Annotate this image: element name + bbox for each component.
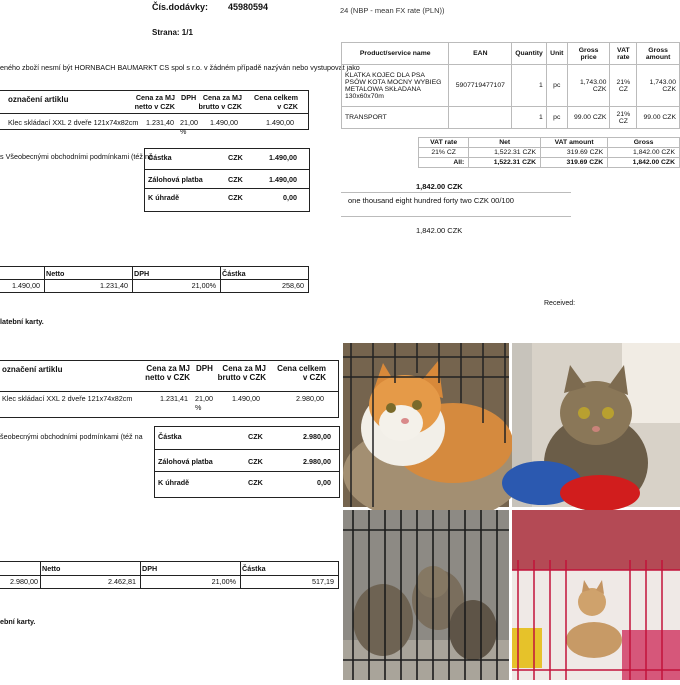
inv-col-amount: Gross amount (637, 43, 680, 65)
terms-text: s Všeobecnými obchodními podmínkami (též na (0, 152, 154, 161)
inv-item-unit: pc (546, 107, 567, 129)
col-netto-2: Cena za MJ netto v CZK (145, 364, 190, 382)
invoice-items-table (341, 42, 680, 129)
inv-col-vat: VAT rate (610, 43, 637, 65)
inv-vat-amount: 319.69 CZK (541, 148, 608, 158)
inv-item-name: TRANSPORT (342, 107, 449, 129)
vat-col-dph-2: DPH (142, 564, 158, 573)
kittens-cage-image (343, 510, 509, 680)
vat-col-castka: Částka (222, 269, 246, 278)
due-value: 0,00 (283, 193, 297, 202)
inv-item-amount: 1,743.00 CZK (637, 65, 680, 107)
due-label: K úhradě (148, 193, 180, 202)
article-brutto: 1.490,00 (210, 118, 238, 127)
vat-dph: 21,00% (191, 281, 216, 290)
due-cur-2: CZK (248, 478, 263, 487)
col-article: označení artiklu (8, 95, 69, 104)
table-row (342, 107, 680, 129)
inv-item-name: KLATKA KOJEC DLA PSA PSÓW KOTA MOCNY WYBIEG METALOWA SKŁADANA 130x60x70m (342, 65, 449, 107)
col-dph-2: DPH (196, 364, 213, 373)
vat-base: 1.490,00 (12, 281, 40, 290)
inv-item-vat: 21% CZ (610, 107, 637, 129)
inv-vat-all-amount: 319.69 CZK (541, 158, 608, 168)
inv-col-name: Product/service name (342, 43, 449, 65)
col-article-2: označení artiklu (2, 365, 63, 374)
inv-item-vat: 21% CZ (610, 65, 637, 107)
vat-netto: 1.231,40 (100, 281, 128, 290)
inv-item-price: 99.00 CZK (567, 107, 610, 129)
article-total-2: 2.980,00 (296, 394, 324, 403)
card-text: latební karty. (0, 317, 44, 326)
photo-orange-kitten (343, 343, 509, 507)
page-number: Strana: 1/1 (152, 28, 193, 37)
vat-netto-2: 2.462,81 (108, 577, 136, 586)
total-amount-label-2: Částka (158, 432, 182, 441)
table-row (342, 65, 680, 107)
tabby-cat-image (512, 343, 680, 507)
vat-col-netto-2: Netto (42, 564, 61, 573)
inv-item-qty: 1 (512, 65, 547, 107)
vat-castka-2: 517,19 (312, 577, 334, 586)
inv-vat-all-gross: 1,842.00 CZK (608, 158, 680, 168)
inv-col-price: Gross price (567, 43, 610, 65)
inv-item-unit: pc (546, 65, 567, 107)
orange-kitten-image (343, 343, 509, 507)
vat-table-2 (0, 561, 339, 589)
vat-base-2: 2.980,00 (10, 577, 38, 586)
due-label-2: K úhradě (158, 478, 190, 487)
article-brutto-2: 1.490,00 (232, 394, 260, 403)
deposit-label-2: Zálohová platba (158, 457, 213, 466)
article-dph-2: 21,00 % (195, 394, 213, 412)
inv-vat-col-amount: VAT amount (541, 138, 608, 148)
inv-vat-all-net: 1,522.31 CZK (469, 158, 541, 168)
inv-col-ean: EAN (449, 43, 512, 65)
total-amount-cur-2: CZK (248, 432, 263, 441)
delivery-number-value: 45980594 (228, 2, 269, 12)
deposit-value: 1.490,00 (269, 175, 297, 184)
article-table (0, 90, 309, 136)
article-netto: 1.231,40 (146, 118, 174, 127)
invoice-total: 1,842.00 CZK (416, 182, 463, 191)
total-amount-label: Částka (148, 153, 172, 162)
article-dph: 21,00 % (180, 118, 198, 136)
vat-dph-2: 21,00% (211, 577, 236, 586)
inv-vat-col-rate: VAT rate (419, 138, 469, 148)
inv-vat-col-net: Net (469, 138, 541, 148)
paid-amount: 1,842.00 CZK (416, 226, 463, 235)
table-row (419, 158, 680, 168)
received-label: Received: (544, 300, 576, 307)
inv-item-ean: 5907719477107 (449, 65, 512, 107)
col-brutto-2: Cena za MJ brutto v CZK (217, 364, 266, 382)
photo-tabby-cat (512, 343, 680, 507)
inv-col-unit: Unit (546, 43, 567, 65)
vat-col-dph: DPH (134, 269, 150, 278)
total-amount-value: 1.490,00 (269, 153, 297, 162)
article-name-2: Klec skládací XXL 2 dveře 121x74x82cm (2, 394, 133, 403)
article-netto-2: 1.231,41 (160, 394, 188, 403)
vat-castka: 258,60 (282, 281, 304, 290)
inv-vat-gross: 1,842.00 CZK (608, 148, 680, 158)
total-amount-cur: CZK (228, 153, 243, 162)
inv-vat-all: All: (419, 158, 469, 168)
inv-item-ean (449, 107, 512, 129)
due-cur: CZK (228, 193, 243, 202)
col-total: Cena celkem v CZK (254, 93, 298, 111)
vat-col-netto: Netto (46, 269, 65, 278)
inv-item-price: 1,743.00 CZK (567, 65, 610, 107)
photo-kittens-in-cage (343, 510, 509, 680)
col-netto: Cena za MJ netto v CZK (134, 93, 175, 111)
fx-note: 24 (NBP - mean FX rate (PLN)) (340, 6, 445, 15)
inv-vat-rate: 21% CZ (419, 148, 469, 158)
inv-col-qty: Quantity (512, 43, 547, 65)
vat-table (0, 266, 309, 293)
amount-in-words: one thousand eight hundred forty two CZK 00/100 (348, 196, 514, 205)
deposit-cur: CZK (228, 175, 243, 184)
col-brutto: Cena za MJ brutto v CZK (198, 93, 242, 111)
deposit-label: Zálohová platba (148, 175, 203, 184)
table-row (419, 148, 680, 158)
article-table-2 (0, 360, 339, 418)
article-name: Klec skládací XXL 2 dveře 121x74x82cm (8, 118, 139, 127)
vat-col-castka-2: Částka (242, 564, 266, 573)
notice-text: eného zboží nesmí být HORNBACH BAUMARKT CS spol s r.o. v žádném případě nazýván nebo vystupovat jako (0, 63, 360, 72)
terms-text-2: šeobecnými obchodními podmínkami (též na (0, 432, 143, 441)
inv-vat-col-gross: Gross (608, 138, 680, 148)
inv-vat-net: 1,522.31 CZK (469, 148, 541, 158)
photo-cat-in-pink-cage (512, 510, 680, 680)
col-total-2: Cena celkem v CZK (277, 364, 326, 382)
totals-box (144, 148, 310, 212)
deposit-cur-2: CZK (248, 457, 263, 466)
invoice-vat-table (418, 137, 680, 168)
card-text-2: ební karty. (0, 617, 36, 626)
total-amount-value-2: 2.980,00 (303, 432, 331, 441)
deposit-value-2: 2.980,00 (303, 457, 331, 466)
due-value-2: 0,00 (317, 478, 331, 487)
inv-item-amount: 99.00 CZK (637, 107, 680, 129)
col-dph: DPH (181, 93, 197, 102)
totals-box-2 (154, 426, 340, 498)
inv-item-qty: 1 (512, 107, 547, 129)
delivery-number-label: Čís.dodávky: (152, 2, 209, 12)
pink-cage-image (512, 510, 680, 680)
article-total: 1.490,00 (266, 118, 294, 127)
